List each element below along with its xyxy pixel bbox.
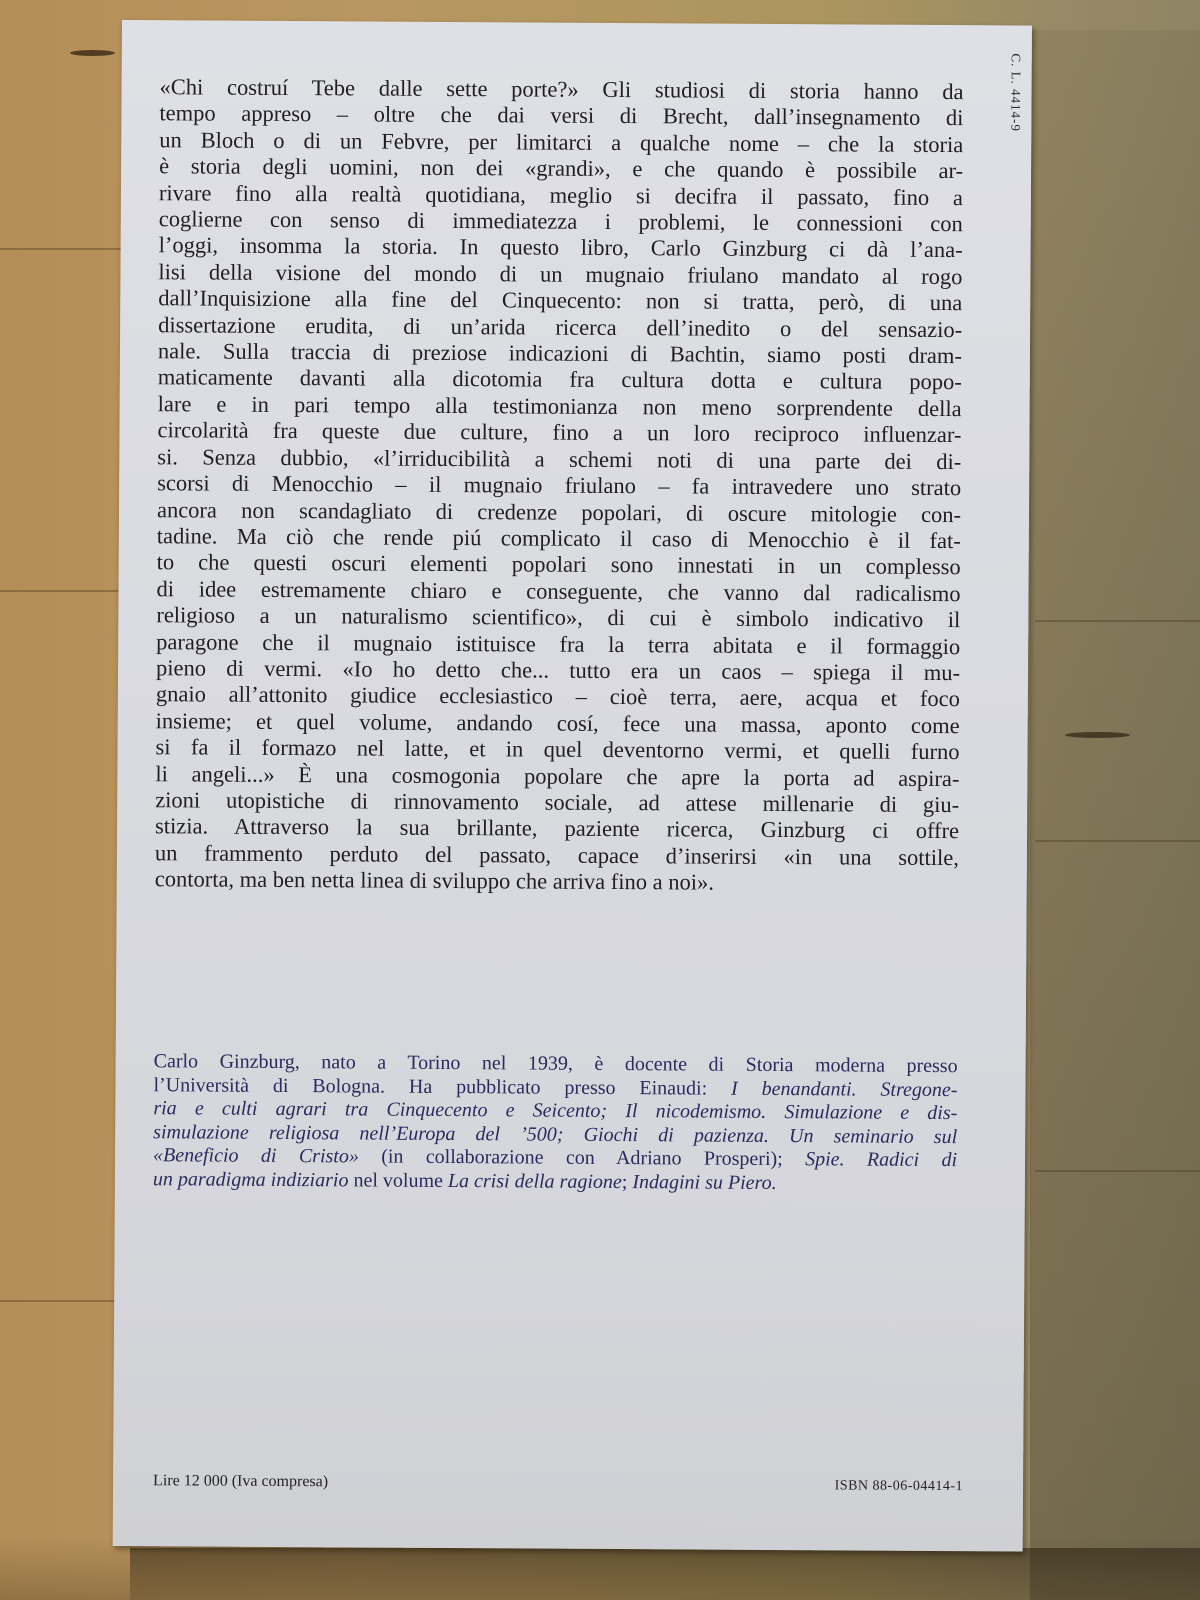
blurb-line: dall’Inquisizione alla fine del Cinquecento: non si tratta, però, di una (158, 285, 963, 316)
blurb-line: si fa il formazo nel latte, et in quel deventorno vermi, et quelli furno (155, 734, 960, 765)
bio-line: Carlo Ginzburg, nato a Torino nel 1939, è docente di Storia moderna presso (153, 1050, 958, 1078)
blurb-line: to che questi oscuri elementi popolari sono innestati in un complesso (156, 549, 961, 580)
blurb-line: gnaio all’attonito giudice ecclesiastico – cioè terra, aere, acqua et foco (155, 681, 960, 712)
wood-grain (0, 590, 125, 592)
bio-line (153, 1168, 957, 1196)
book-back-cover (113, 20, 1032, 1552)
bio-text: l’Università di Bologna. Ha pubblicato presso Einaudi: (153, 1073, 732, 1100)
table-shadow-bottom (130, 1548, 1200, 1600)
book-title: I benandanti. Stregone- (731, 1077, 958, 1101)
blurb-line: circolarità fra queste due culture, fino a un loro reciproco influenzar- (157, 417, 962, 448)
blurb-line: paragone che il mugnaio istituisce fra la terra abitata e il formaggio (156, 628, 961, 659)
book-title: ria e culti agrari tra Cinquecento e Seicento; Il nicodemismo. Simulazione e dis- (153, 1097, 958, 1125)
book-title: «Beneficio di Cristo» (152, 1144, 359, 1168)
blurb-text (155, 74, 964, 897)
wood-grain (0, 1300, 120, 1302)
blurb-line: zioni utopistiche di rinnovamento sociale, ad attese millenarie di giu- (155, 787, 960, 818)
isbn-label: ISBN 88-06-04414-1 (834, 1478, 964, 1495)
blurb-line: è storia degli uomini, non dei «grandi», e che quando è possibile ar- (159, 153, 964, 184)
blurb-line: l’oggi, insomma la storia. In questo libro, Carlo Ginzburg ci dà l’ana- (158, 232, 963, 263)
blurb-line: un Bloch o di un Febvre, per limitarci a qualche nome – che la storia (159, 127, 964, 157)
wood-grain (0, 248, 130, 250)
author-bio (153, 1050, 958, 1196)
blurb-line: religioso a un naturalismo scientifico», di cui è simbolo indicativo il (156, 602, 961, 633)
blurb-line: «Chi costruí Tebe dalle sette porte?» Gli studiosi di storia hanno da (159, 74, 964, 105)
blurb-line: rivare fino alla realtà quotidiana, meglio si decifra il passato, fino a (158, 179, 964, 210)
blurb-line: ancora non scandagliato di credenze popolari, di oscure mitologie con- (156, 496, 962, 527)
bio-text: (in collaborazione con Adriano Prosperi); (358, 1145, 806, 1171)
blurb-line: stizia. Attraverso la sua brillante, paziente ricerca, Ginzburg ci offre (155, 813, 960, 844)
table-shadow (1030, 30, 1200, 1600)
blurb-line: pieno di vermi. «Io ho detto che... tutto era un caos – spiega il mu- (155, 655, 961, 686)
blurb-line: insieme; et quel volume, andando cosí, fece una massa, aponto come (155, 707, 960, 738)
blurb-line: nale. Sulla traccia di preziose indicazioni di Bachtin, siamo posti dram- (157, 338, 963, 369)
blurb-line: scorsi di Menocchio – il mugnaio friulano – fa intravedere uno strato (157, 470, 962, 501)
blurb-line: lisi della visione del mondo di un mugnaio friulano mandato al rogo (158, 259, 963, 289)
price-label: Lire 12 000 (Iva compresa) (153, 1472, 329, 1491)
book-title: un paradigma indiziario (152, 1167, 349, 1191)
book-title: simulazione religiosa nell’Europa del ’500; Giochi di pazienza. Un seminario sul (153, 1120, 958, 1148)
blurb-line: di idee estremamente chiaro e conseguente, che vanno dal radicalismo (156, 575, 961, 606)
blurb-line: lare e in pari tempo alla testimonianza non meno sorprendente della (157, 391, 962, 422)
blurb-line: maticamente davanti alla dicotomia fra cultura dotta e cultura popo- (157, 364, 962, 395)
catalog-code: C. L. 4414-9 (1008, 53, 1024, 132)
book-title: La crisi della ragione (447, 1169, 622, 1193)
blurb-line: tempo appreso – oltre che dai versi di Brecht, dall’insegnamento di (159, 100, 964, 131)
blurb-line: un frammento perduto del passato, capace d’inserirsi «in una sottile, (154, 839, 959, 870)
blurb-line: dissertazione erudita, di un’arida ricerca dell’inedito o del sensazio- (158, 311, 963, 342)
blurb-line: tadine. Ma ciò che rende piú complicato il caso di Menocchio è il fat- (156, 523, 961, 554)
blurb-line: contorta, ma ben netta linea di sviluppo che arriva fino a noi». (154, 866, 715, 895)
blurb-line: li angeli...» È una cosmogonia popolare che apre la porta ad aspira- (155, 760, 960, 791)
blurb-line: si. Senza dubbio, «l’irriducibilità a schemi noti di una parte dei di- (157, 443, 962, 474)
bio-text: ; (621, 1170, 633, 1193)
bio-text: nel volume (348, 1168, 448, 1192)
book-title: Spie. Radici di (805, 1148, 958, 1172)
book-title: Indagini su Piero. (632, 1170, 777, 1194)
blurb-line: coglierne con senso di immediatezza i problemi, le connessioni con (158, 206, 963, 237)
wood-knot (70, 50, 115, 56)
